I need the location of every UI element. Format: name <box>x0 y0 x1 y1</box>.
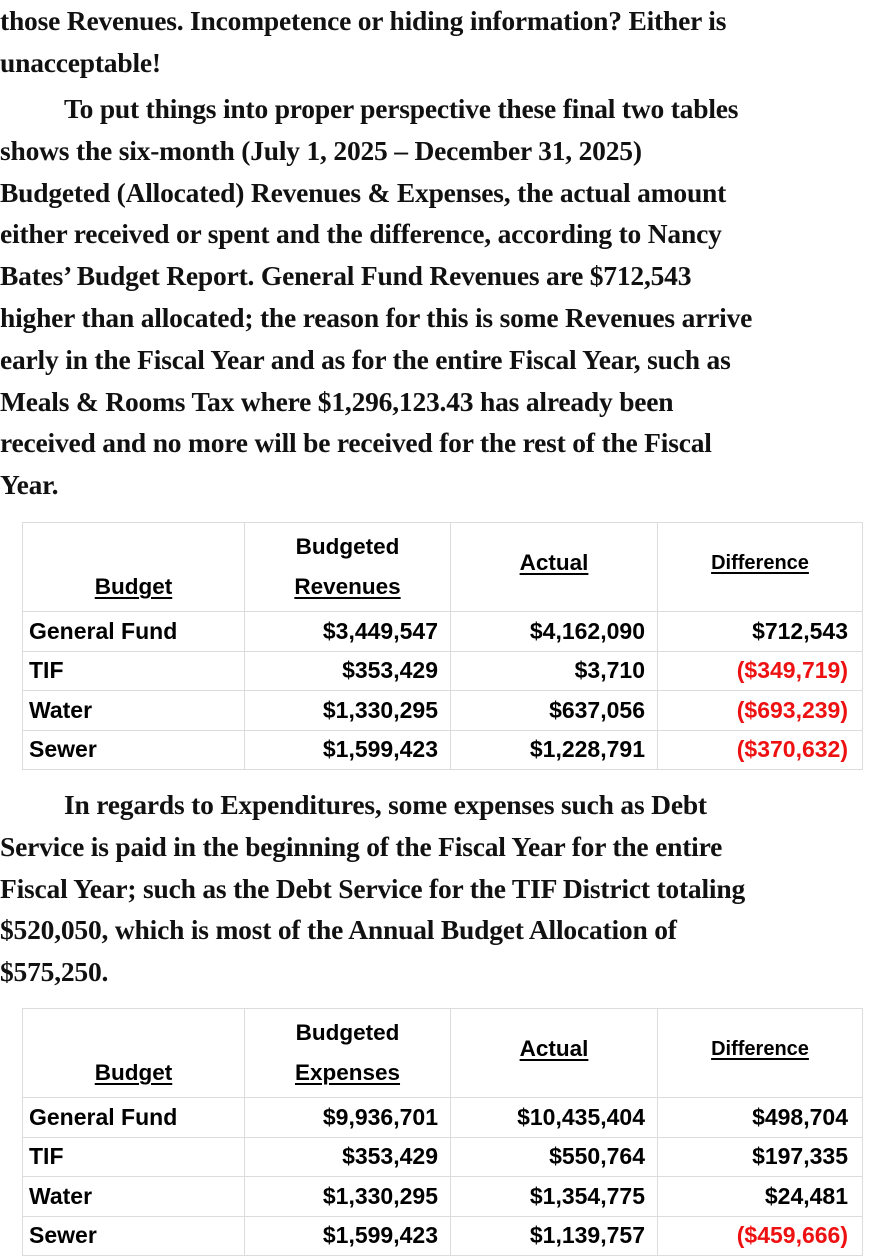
expenses-table <box>22 1008 863 1256</box>
cell-budgeted: $353,429 <box>245 651 451 691</box>
header-budgeted-line2: Revenues <box>294 574 401 599</box>
header-budgeted-line1: Budgeted <box>295 1020 400 1045</box>
cell-budget-name: TIF <box>23 651 245 691</box>
table-row <box>23 1137 863 1177</box>
revenues-table <box>22 522 863 770</box>
header-budgeted-line1: Budgeted <box>295 534 400 559</box>
table-row <box>23 1098 863 1138</box>
paragraph-line: unacceptable! <box>0 46 161 78</box>
cell-actual: $4,162,090 <box>451 612 658 652</box>
cell-actual: $550,764 <box>451 1137 658 1177</box>
header-difference: Difference <box>658 523 863 612</box>
header-budget: Budget <box>23 1009 245 1098</box>
cell-actual: $637,056 <box>451 691 658 731</box>
cell-difference: $197,335 <box>658 1137 863 1177</box>
cell-budget-name: Water <box>23 691 245 731</box>
paragraph-line: Bates’ Budget Report. General Fund Revenues are $712,543 <box>0 260 692 292</box>
paragraph-line: Meals & Rooms Tax where $1,296,123.43 has already been <box>0 385 674 417</box>
cell-budget-name: General Fund <box>23 612 245 652</box>
cell-budgeted: $1,330,295 <box>245 1177 451 1217</box>
paragraph-line: those Revenues. Incompetence or hiding information? Either is <box>0 5 727 36</box>
paragraph-line: received and no more will be received for the rest of the Fiscal <box>0 427 712 459</box>
cell-budget-name: TIF <box>23 1137 245 1177</box>
header-actual: Actual <box>451 523 658 612</box>
cell-budgeted: $1,330,295 <box>245 691 451 731</box>
cell-actual: $1,228,791 <box>451 730 658 770</box>
paragraph-line: early in the Fiscal Year and as for the entire Fiscal Year, such as <box>0 343 731 375</box>
cell-difference: $712,543 <box>658 612 863 652</box>
cell-actual: $10,435,404 <box>451 1098 658 1138</box>
paragraph-line: shows the six-month (July 1, 2025 – December 31, 2025) <box>0 134 642 166</box>
paragraph-line: Fiscal Year; such as the Debt Service for the TIF District totaling <box>0 872 746 904</box>
table-row <box>23 1177 863 1217</box>
header-budget: Budget <box>23 523 245 612</box>
table-row <box>23 691 863 731</box>
paragraph-line: Budgeted (Allocated) Revenues & Expenses, the actual amount <box>0 176 727 208</box>
paragraph-line: Year. <box>0 469 59 501</box>
cell-actual: $1,139,757 <box>451 1216 658 1256</box>
cell-difference: $24,481 <box>658 1177 863 1217</box>
header-budgeted-expenses <box>245 1009 451 1098</box>
cell-budgeted: $1,599,423 <box>245 1216 451 1256</box>
paragraph-3 <box>0 784 880 993</box>
cell-difference: ($459,666) <box>658 1216 863 1256</box>
paragraph-2 <box>0 88 880 506</box>
header-budgeted-revenues <box>245 523 451 612</box>
paragraph-line: higher than allocated; the reason for this is some Revenues arrive <box>0 301 753 333</box>
cell-budgeted: $9,936,701 <box>245 1098 451 1138</box>
cell-budgeted: $353,429 <box>245 1137 451 1177</box>
paragraph-line: $575,250. <box>0 956 109 988</box>
cell-difference: ($693,239) <box>658 691 863 731</box>
cell-budgeted: $3,449,547 <box>245 612 451 652</box>
cell-actual: $1,354,775 <box>451 1177 658 1217</box>
header-difference: Difference <box>658 1009 863 1098</box>
table-row <box>23 651 863 691</box>
cell-budget-name: Sewer <box>23 730 245 770</box>
cell-difference: ($370,632) <box>658 730 863 770</box>
table-header-row <box>23 1009 863 1098</box>
cell-budgeted: $1,599,423 <box>245 730 451 770</box>
paragraph-line: either received or spent and the difference, according to Nancy <box>0 218 722 250</box>
cell-budget-name: General Fund <box>23 1098 245 1138</box>
cell-budget-name: Sewer <box>23 1216 245 1256</box>
cell-actual: $3,710 <box>451 651 658 691</box>
paragraph-line: In regards to Expenditures, some expenses such as Debt <box>64 789 707 820</box>
paragraph-line: $520,050, which is most of the Annual Budget Allocation of <box>0 914 677 946</box>
table-row <box>23 1216 863 1256</box>
table-row <box>23 612 863 652</box>
table-header-row <box>23 523 863 612</box>
paragraph-line: Service is paid in the beginning of the Fiscal Year for the entire <box>0 830 723 862</box>
header-budgeted-line2: Expenses <box>294 1060 401 1085</box>
paragraph-1 <box>0 0 880 84</box>
cell-budget-name: Water <box>23 1177 245 1217</box>
header-actual: Actual <box>451 1009 658 1098</box>
table-row <box>23 730 863 770</box>
cell-difference: ($349,719) <box>658 651 863 691</box>
paragraph-line: To put things into proper perspective these final two tables <box>64 93 739 124</box>
cell-difference: $498,704 <box>658 1098 863 1138</box>
